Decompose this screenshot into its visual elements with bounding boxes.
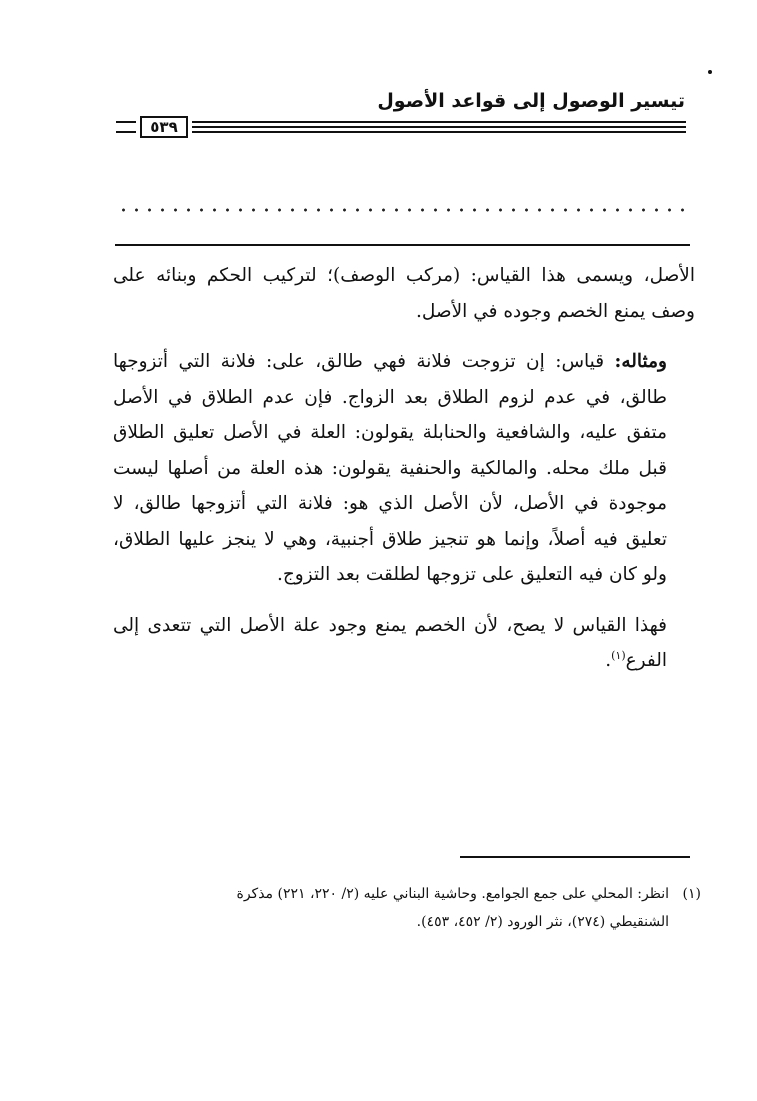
footnote-reference[interactable]: (١) — [611, 648, 626, 662]
page-number: ٥٣٩ — [140, 116, 188, 138]
paragraph-1 — [113, 258, 695, 329]
paragraph-3 — [113, 608, 695, 679]
running-header-title: تيسير الوصول إلى قواعد الأصول — [377, 90, 685, 112]
dotted-separator — [117, 207, 687, 213]
footnote-line — [113, 908, 701, 936]
footnote-line — [113, 880, 701, 908]
footnote-text: الشنقيطي (٢٧٤)، نثر الورود (٢/ ٤٥٢، ٤٥٣). — [416, 914, 669, 930]
example-lead: ومثاله: — [614, 351, 667, 372]
text-line: الأصل، ويسمى هذا القياس: (مركب الوصف)؛ لتركيب الحكم — [206, 265, 695, 286]
scan-speck — [708, 70, 712, 74]
header-rule — [192, 121, 686, 133]
text-line: وبنائه على وصف يمنع الخصم وجوده في الأصل. — [113, 265, 695, 322]
footnote-rule — [460, 856, 690, 858]
footnote-text: انظر: المحلي على جمع الجوامع. وحاشية البناني عليه (٢/ ٢٢٠، ٢٢١) مذكرة — [236, 886, 669, 902]
text-line: لا ينجز عليها الطلاق، ولو كان فيه التعليق على تزوجها لطلقت بعد — [113, 528, 667, 585]
text-line: قياس: إن تزوجت فلانة فهي طالق، على: فلانة التي — [178, 351, 605, 372]
text-line: الأصل متفق عليه، والشافعية والحنابلة يقولون: العلة في الأصل تعليق — [113, 386, 667, 443]
text-line: أتزوجها طالق، لا تعليق فيه أصلاً، وإنما هو تنجيز طلاق أجنبية، وهي — [113, 493, 667, 550]
section-rule — [115, 244, 690, 246]
text-line: الطلاق قبل ملك محله. والمالكية والحنفية يقولون: هذه العلة من — [113, 422, 667, 479]
footnote-marker: (١) — [682, 886, 701, 902]
header-rule-short — [116, 121, 136, 133]
text-line: فهذا القياس لا يصح، لأن الخصم يمنع وجود علة الأصل التي — [199, 614, 667, 636]
text-line: أصلها ليست موجودة في الأصل، لأن الأصل الذي هو: فلانة التي — [113, 457, 667, 514]
main-text — [113, 258, 695, 679]
footnote — [113, 880, 701, 936]
text-end: . — [605, 650, 612, 671]
text-line: التزوج. — [276, 564, 331, 585]
paragraph-2 — [113, 344, 695, 593]
text-line: أتزوجها طالق، في عدم لزوم الطلاق بعد الزواج. فإن عدم الطلاق في — [113, 351, 667, 408]
text-line: تتعدى إلى الفرع — [113, 614, 667, 671]
